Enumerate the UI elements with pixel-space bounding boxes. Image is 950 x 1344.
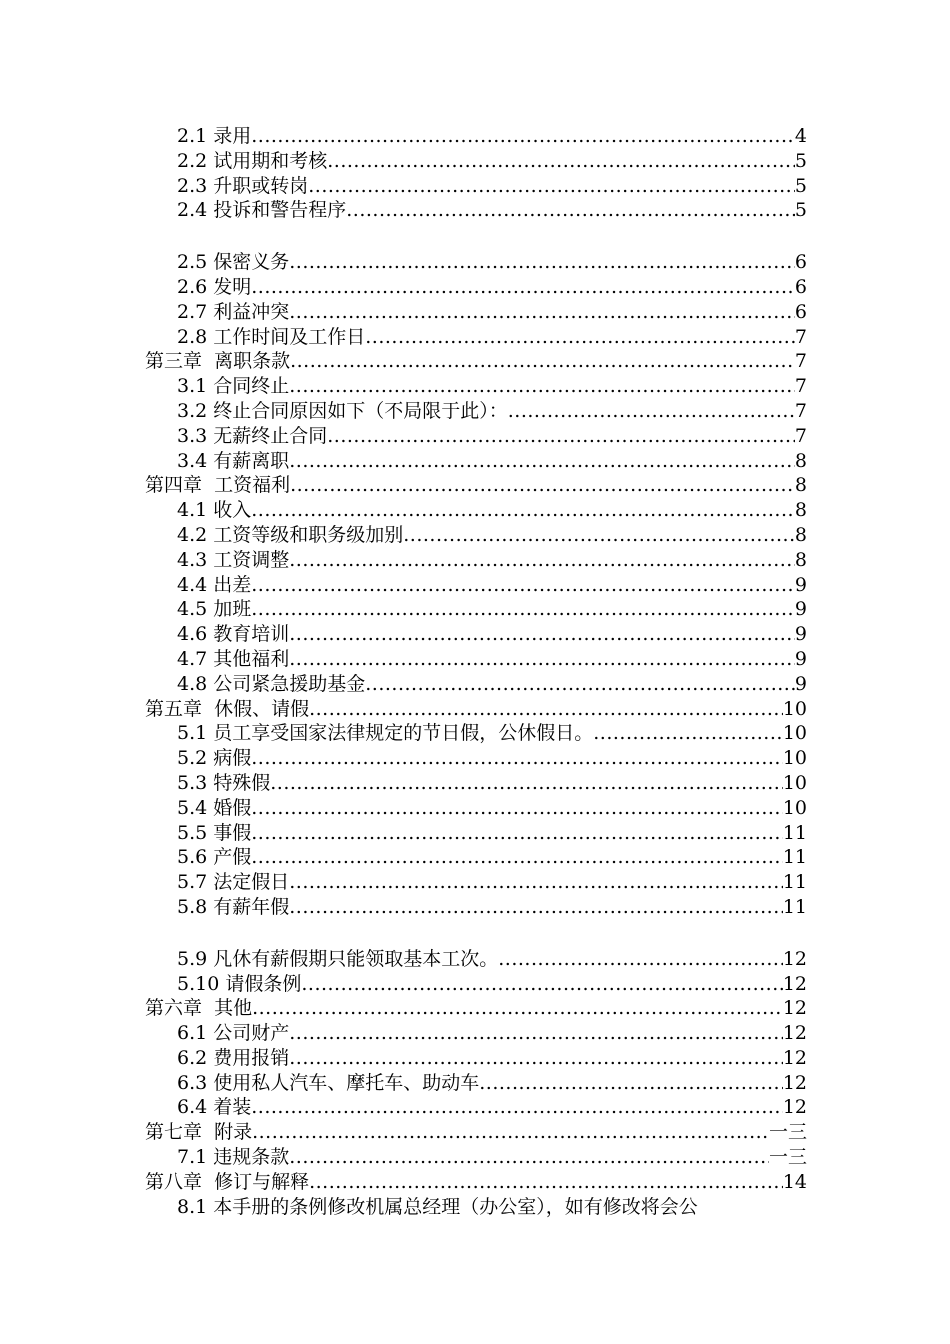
toc-leader-dots bbox=[308, 174, 795, 199]
toc-section-entry[interactable] bbox=[145, 573, 807, 598]
toc-chapter-entry[interactable] bbox=[145, 697, 807, 722]
toc-leader-dots bbox=[301, 972, 782, 997]
toc-page-number: 7 bbox=[794, 350, 807, 373]
toc-section-entry[interactable] bbox=[145, 1046, 807, 1071]
toc-page-number: 一三 bbox=[768, 1121, 807, 1144]
toc-entry-label: 3.4 有薪离职 bbox=[177, 449, 290, 472]
toc-section-entry[interactable] bbox=[145, 1095, 807, 1120]
toc-leader-dots bbox=[289, 374, 795, 399]
toc-leader-dots bbox=[251, 124, 795, 149]
toc-entry-label: 2.8 工作时间及工作日 bbox=[177, 325, 366, 348]
toc-leader-dots bbox=[290, 349, 795, 374]
toc-section-entry[interactable] bbox=[145, 250, 807, 275]
toc-section-entry[interactable] bbox=[145, 174, 807, 199]
toc-page-number: 10 bbox=[782, 796, 807, 819]
toc-page-number: 12 bbox=[782, 1096, 807, 1119]
toc-entry-label: 6.4 着装 bbox=[177, 1096, 252, 1119]
toc-page-number: 9 bbox=[794, 598, 807, 621]
toc-leader-dots bbox=[508, 399, 795, 424]
toc-page-number: 一三 bbox=[768, 1146, 807, 1169]
toc-leader-dots bbox=[251, 1095, 783, 1120]
toc-entry-label: 2.6 发明 bbox=[177, 275, 252, 298]
toc-section-entry[interactable] bbox=[145, 1071, 807, 1096]
toc-leader-dots bbox=[289, 870, 783, 895]
toc-leader-dots bbox=[327, 149, 795, 174]
toc-entry-label: 4.4 出差 bbox=[177, 573, 252, 596]
toc-entry-label: 2.1 录用 bbox=[177, 125, 252, 147]
toc-entry-label: 5.6 产假 bbox=[177, 846, 252, 869]
toc-chapter-entry[interactable] bbox=[145, 473, 807, 498]
toc-leader-dots bbox=[346, 198, 795, 223]
toc-section-entry[interactable] bbox=[145, 746, 807, 771]
toc-leader-dots bbox=[593, 721, 783, 746]
toc-page-number: 5 bbox=[794, 174, 807, 197]
toc-leader-dots bbox=[289, 622, 795, 647]
toc-entry-label: 5.1 员工享受国家法律规定的节日假，公休假日。 bbox=[177, 722, 594, 745]
toc-entry-label: 5.9 凡休有薪假期只能领取基本工次。 bbox=[177, 947, 499, 970]
toc-entry-label: 2.3 升职或转岗 bbox=[177, 174, 309, 197]
toc-entry-label: 第六章 其他 bbox=[145, 997, 253, 1020]
toc-section-entry[interactable] bbox=[145, 325, 807, 350]
toc-section-entry[interactable] bbox=[145, 796, 807, 821]
toc-section-entry[interactable] bbox=[145, 275, 807, 300]
toc-section-entry[interactable] bbox=[145, 721, 807, 746]
toc-page-number: 8 bbox=[794, 474, 807, 497]
toc-section-entry[interactable] bbox=[145, 124, 807, 149]
toc-entry-label: 2.4 投诉和警告程序 bbox=[177, 199, 347, 222]
toc-leader-dots bbox=[403, 523, 795, 548]
toc-entry-label: 5.4 婚假 bbox=[177, 796, 252, 819]
table-of-contents bbox=[145, 124, 807, 1219]
toc-leader-dots bbox=[309, 697, 783, 722]
toc-section-entry[interactable] bbox=[145, 622, 807, 647]
toc-section-entry[interactable] bbox=[145, 198, 807, 223]
toc-section-entry[interactable] bbox=[145, 821, 807, 846]
toc-page-number: 12 bbox=[782, 947, 807, 970]
toc-leader-dots bbox=[289, 1046, 783, 1071]
toc-entry-label: 5.10 请假条例 bbox=[177, 972, 302, 995]
toc-page-number: 12 bbox=[782, 997, 807, 1020]
toc-entry-label: 4.1 收入 bbox=[177, 499, 252, 522]
toc-entry-label: 3.2 终止合同原因如下（不局限于此）： bbox=[177, 399, 508, 422]
toc-leader-dots bbox=[289, 300, 795, 325]
toc-leader-dots bbox=[289, 895, 783, 920]
toc-page-number: 9 bbox=[794, 573, 807, 596]
toc-section-entry[interactable] bbox=[145, 1021, 807, 1046]
toc-section-entry[interactable] bbox=[145, 300, 807, 325]
toc-page-number: 12 bbox=[782, 1022, 807, 1045]
toc-entry-label: 5.3 特殊假 bbox=[177, 771, 271, 794]
toc-leader-dots bbox=[251, 845, 783, 870]
toc-leader-dots bbox=[327, 424, 795, 449]
toc-leader-dots bbox=[251, 597, 795, 622]
toc-page-number: 10 bbox=[782, 771, 807, 794]
toc-leader-dots bbox=[289, 1021, 783, 1046]
toc-leader-dots bbox=[309, 1170, 783, 1195]
toc-leader-dots bbox=[251, 821, 783, 846]
toc-entry-label: 4.2 工资等级和职务级加别 bbox=[177, 523, 404, 546]
toc-section-entry[interactable] bbox=[145, 548, 807, 573]
toc-entry-label: 4.5 加班 bbox=[177, 598, 252, 621]
toc-entry-label: 4.6 教育培训 bbox=[177, 623, 290, 646]
toc-section-entry[interactable] bbox=[145, 870, 807, 895]
toc-entry-label: 6.2 费用报销 bbox=[177, 1046, 290, 1069]
toc-entry-label: 5.8 有薪年假 bbox=[177, 895, 290, 918]
toc-section-entry[interactable] bbox=[145, 149, 807, 174]
toc-page-number: 11 bbox=[782, 871, 807, 894]
toc-section-entry[interactable] bbox=[145, 498, 807, 523]
toc-page-number: 5 bbox=[794, 199, 807, 222]
toc-page-number: 7 bbox=[794, 399, 807, 422]
toc-entry-label: 6.3 使用私人汽车、摩托车、助动车 bbox=[177, 1071, 480, 1094]
toc-page-number: 8 bbox=[794, 449, 807, 472]
toc-leader-dots bbox=[498, 947, 783, 972]
toc-page-number: 11 bbox=[782, 821, 807, 844]
toc-page-number: 10 bbox=[782, 722, 807, 745]
toc-leader-dots bbox=[252, 1120, 769, 1145]
toc-page-number: 6 bbox=[794, 275, 807, 298]
toc-section-entry[interactable] bbox=[145, 1195, 807, 1220]
toc-section-entry[interactable] bbox=[145, 597, 807, 622]
toc-page-number: 9 bbox=[794, 623, 807, 646]
toc-page-number: 7 bbox=[794, 424, 807, 447]
toc-section-entry[interactable] bbox=[145, 947, 807, 972]
toc-entry-label: 2.2 试用期和考核 bbox=[177, 149, 328, 172]
toc-entry-label: 5.5 事假 bbox=[177, 821, 252, 844]
toc-section-entry[interactable] bbox=[145, 1145, 807, 1170]
toc-entry-label: 4.8 公司紧急援助基金 bbox=[177, 672, 366, 695]
toc-leader-dots bbox=[365, 672, 795, 697]
toc-page-number: 14 bbox=[782, 1170, 807, 1193]
toc-section-entry[interactable] bbox=[145, 647, 807, 672]
toc-leader-dots bbox=[289, 647, 795, 672]
toc-entry-label: 2.5 保密义务 bbox=[177, 251, 290, 274]
toc-leader-dots bbox=[290, 473, 795, 498]
toc-page-number: 8 bbox=[794, 523, 807, 546]
toc-page-number: 9 bbox=[794, 647, 807, 670]
toc-page-number: 6 bbox=[794, 300, 807, 323]
toc-page-number: 4 bbox=[794, 125, 807, 147]
toc-entry-label: 4.7 其他福利 bbox=[177, 647, 290, 670]
toc-section-entry[interactable] bbox=[145, 845, 807, 870]
toc-page-number: 11 bbox=[782, 846, 807, 869]
toc-page-number: 10 bbox=[782, 697, 807, 720]
toc-entry-label: 4.3 工资调整 bbox=[177, 548, 290, 571]
toc-entry-label: 第五章 休假、请假 bbox=[145, 697, 310, 720]
toc-chapter-entry[interactable] bbox=[145, 1120, 807, 1145]
toc-chapter-entry[interactable] bbox=[145, 1170, 807, 1195]
toc-leader-dots bbox=[365, 325, 795, 350]
toc-leader-dots bbox=[251, 796, 783, 821]
toc-section-entry[interactable] bbox=[145, 771, 807, 796]
toc-entry-label: 第三章 离职条款 bbox=[145, 350, 291, 373]
toc-leader-dots bbox=[289, 449, 795, 474]
toc-section-entry[interactable] bbox=[145, 972, 807, 997]
toc-entry-label: 3.1 合同终止 bbox=[177, 375, 290, 398]
toc-section-entry[interactable] bbox=[145, 449, 807, 474]
toc-chapter-entry[interactable] bbox=[145, 349, 807, 374]
toc-entry-label: 6.1 公司财产 bbox=[177, 1022, 290, 1045]
toc-page-number: 12 bbox=[782, 1046, 807, 1069]
toc-chapter-entry[interactable] bbox=[145, 996, 807, 1021]
toc-page-number: 6 bbox=[794, 251, 807, 274]
toc-page-number: 10 bbox=[782, 747, 807, 770]
toc-leader-dots bbox=[479, 1071, 783, 1096]
toc-page-number: 7 bbox=[794, 325, 807, 348]
toc-entry-label: 7.1 违规条款 bbox=[177, 1146, 290, 1169]
toc-page-number: 12 bbox=[782, 1071, 807, 1094]
toc-page-number: 8 bbox=[794, 548, 807, 571]
toc-leader-dots bbox=[251, 498, 795, 523]
toc-page-number: 9 bbox=[794, 672, 807, 695]
toc-entry-label: 8.1 本手册的条例修改机属总经理（办公室），如有修改将会公 bbox=[177, 1195, 698, 1218]
toc-section-entry[interactable] bbox=[145, 672, 807, 697]
toc-page-number: 12 bbox=[782, 972, 807, 995]
toc-section-entry[interactable] bbox=[145, 424, 807, 449]
toc-leader-dots bbox=[289, 250, 795, 275]
toc-entry-label: 第四章 工资福利 bbox=[145, 474, 291, 497]
toc-entry-label: 3.3 无薪终止合同 bbox=[177, 424, 328, 447]
toc-leader-dots bbox=[289, 548, 795, 573]
toc-leader-dots bbox=[251, 275, 795, 300]
toc-page-number: 11 bbox=[782, 895, 807, 918]
toc-page-number: 7 bbox=[794, 375, 807, 398]
toc-leader-dots bbox=[289, 1145, 769, 1170]
toc-leader-dots bbox=[251, 573, 795, 598]
toc-page-number: 5 bbox=[794, 149, 807, 172]
toc-entry-label: 5.7 法定假日 bbox=[177, 871, 290, 894]
toc-entry-label: 5.2 病假 bbox=[177, 747, 252, 770]
toc-leader-dots bbox=[252, 996, 783, 1021]
toc-section-entry[interactable] bbox=[145, 523, 807, 548]
toc-entry-label: 第八章 修订与解释 bbox=[145, 1170, 310, 1193]
toc-leader-dots bbox=[270, 771, 783, 796]
toc-page-number: 8 bbox=[794, 499, 807, 522]
toc-entry-label: 2.7 利益冲突 bbox=[177, 300, 290, 323]
toc-leader-dots bbox=[251, 746, 783, 771]
toc-section-entry[interactable] bbox=[145, 374, 807, 399]
toc-section-entry[interactable] bbox=[145, 399, 807, 424]
toc-section-entry[interactable] bbox=[145, 895, 807, 920]
toc-entry-label: 第七章 附录 bbox=[145, 1121, 253, 1144]
